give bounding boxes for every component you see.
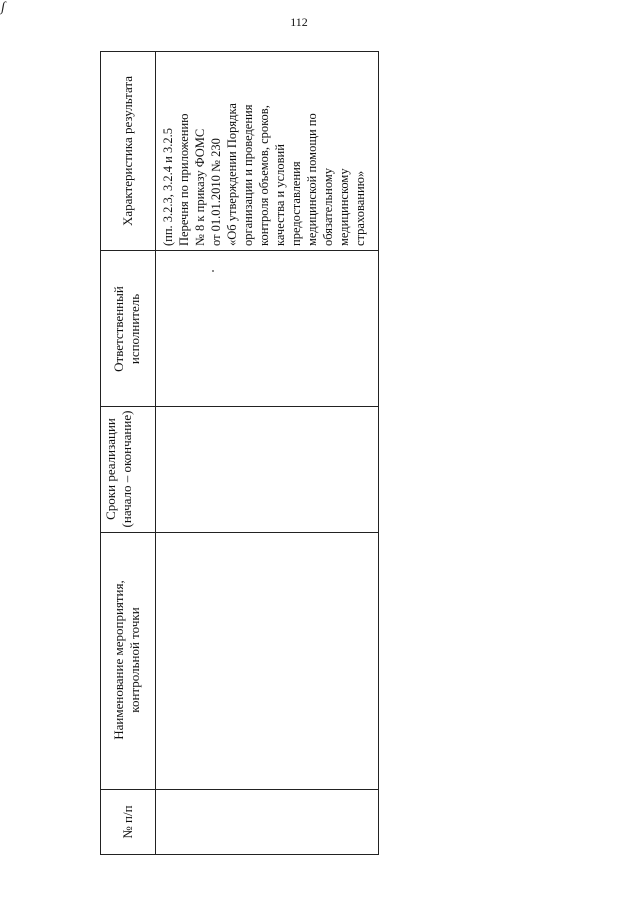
page-number: 112: [290, 15, 308, 29]
header-divider: [155, 52, 156, 854]
header-result: Характеристика результата: [120, 75, 135, 227]
result-text: [160, 48, 370, 246]
result-line: контроля объемов, сроков,: [257, 105, 271, 246]
divider-name-num: [101, 789, 378, 790]
result-line: медицинской помощи по: [305, 113, 319, 246]
header-name: Наименование мероприятия, контрольной точки: [111, 580, 142, 740]
result-line: медицинскому: [337, 168, 351, 246]
result-line: Перечня по приложению: [177, 113, 191, 246]
result-line: (пп. 3.2.3, 3.2.4 и 3.2.5: [161, 128, 175, 246]
result-line: предоставления: [289, 161, 303, 246]
result-line: от 01.01.2010 № 230: [209, 138, 223, 246]
result-line: организации и проведения: [241, 104, 255, 246]
table: [100, 51, 379, 855]
header-executor: Ответственный исполнитель: [111, 286, 142, 372]
divider-terms-name: [101, 532, 378, 533]
result-line: «Об утверждении Порядка: [225, 103, 239, 246]
result-line: № 8 к приказу ФОМС: [193, 128, 207, 246]
divider-executor-terms: [101, 406, 378, 407]
header-terms: Сроки реализации (начало – окончание): [103, 410, 134, 528]
divider-result-executor: [101, 250, 378, 251]
scan-mark: ∫: [0, 0, 7, 16]
result-line: обязательному: [321, 167, 335, 246]
header-num: № п/п: [120, 805, 135, 839]
result-line: страхованию»: [353, 170, 367, 246]
result-line: качества и условий: [273, 144, 287, 246]
